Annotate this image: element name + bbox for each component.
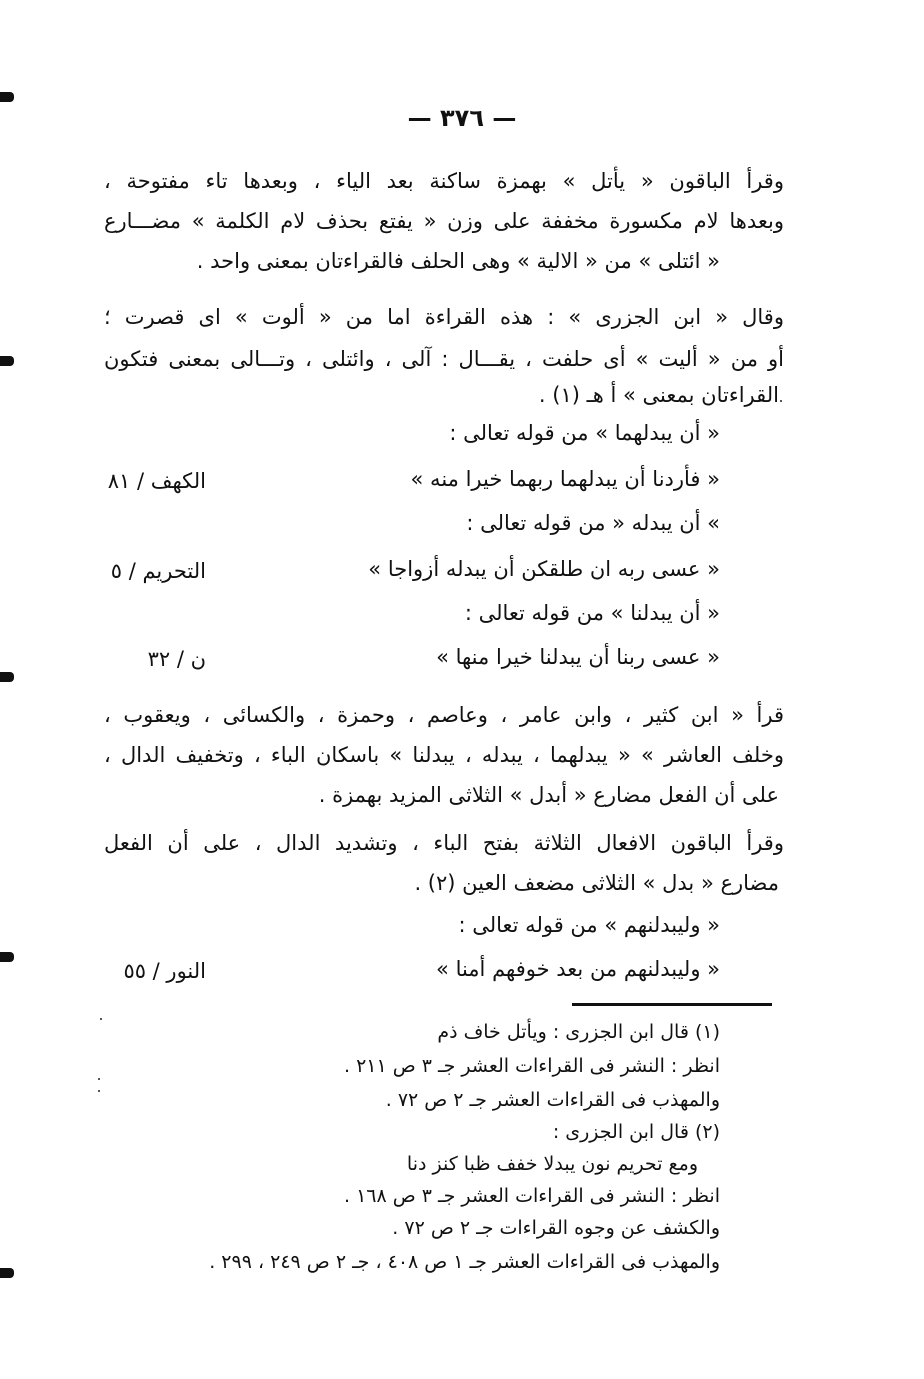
footnote-line: والمهذب فى القراءات العشر جـ ١ ص ٤٠٨ ، جـ ٢ ص ٢٤٩ ، ٢٩٩ . xyxy=(209,1251,720,1273)
verse-reference: التحريم / ٥ xyxy=(110,559,206,583)
paragraph-line: وخلف العاشر » « يبدلهما ، يبدله ، يبدلنا » باسكان الباء ، وتخفيف الدال ، xyxy=(104,743,784,767)
footnote-line: (١) قال ابن الجزرى : ويأتل خاف ذم xyxy=(437,1021,720,1043)
scan-speck xyxy=(98,1078,100,1080)
paragraph-line: مضارع « بدل » الثلاثى مضعف العين (٢) . xyxy=(414,871,779,895)
paragraph-line: « ائتلى » من « الالية » وهى الحلف فالقراءتان بمعنى واحد . xyxy=(196,249,720,273)
paragraph-line: على أن الفعل مضارع « أبدل » الثلاثى المزيد بهمزة . xyxy=(318,783,779,807)
footnote-poem-line: ومع تحريم نون يبدلا خفف ظبا كنز دنا xyxy=(406,1153,698,1175)
binding-mark xyxy=(0,672,14,682)
page-number: — ٣٧٦ — xyxy=(407,104,517,132)
paragraph-line: أو من « أليت » أى حلفت ، يقـــال : آلى ، وائتلى ، وتـــالى بمعنى فتكون xyxy=(104,347,784,371)
verse-intro: « أن يبدلنا » من قوله تعالى : xyxy=(464,601,720,625)
verse-reference: ن / ٣٢ xyxy=(147,647,206,671)
paragraph-line: وبعدها لام مكسورة مخففة على وزن « يفتع بحذف لام الكلمة » مضـــارع xyxy=(104,209,784,233)
scan-speck xyxy=(780,400,782,402)
paragraph-line: القراءتان بمعنى » أ هـ (١) . xyxy=(538,383,779,407)
verse-text: « فأردنا أن يبدلهما ربهما خيرا منه » xyxy=(410,467,720,491)
verse-reference: النور / ٥٥ xyxy=(123,959,206,983)
binding-mark xyxy=(0,356,14,366)
binding-mark xyxy=(0,952,14,962)
verse-text: « عسى ربنا أن يبدلنا خيرا منها » xyxy=(436,645,720,669)
footnote-line: والكشف عن وجوه القراءات جـ ٢ ص ٧٢ . xyxy=(392,1217,720,1239)
paragraph-line: قرأ « ابن كثير ، وابن عامر ، وعاصم ، وحمزة ، والكسائى ، ويعقوب ، xyxy=(104,703,784,727)
footnote-line: انظر : النشر فى القراءات العشر جـ ٣ ص ١٦٨ . xyxy=(344,1185,720,1207)
verse-reference: الكهف / ٨١ xyxy=(107,469,206,493)
paragraph-line: وقرأ الباقون « يأتل » بهمزة ساكنة بعد الياء ، وبعدها تاء مفتوحة ، xyxy=(104,169,784,193)
binding-mark xyxy=(0,92,14,102)
verse-intro: « أن يبدلهما » من قوله تعالى : xyxy=(449,421,720,445)
verse-intro: « وليبدلنهم » من قوله تعالى : xyxy=(458,913,720,937)
paragraph-line: وقال « ابن الجزرى » : هذه القراءة اما من « ألوت » اى قصرت ؛ xyxy=(104,305,784,329)
scan-speck xyxy=(100,1018,102,1020)
footnote-line: انظر : النشر فى القراءات العشر جـ ٣ ص ٢١١ . xyxy=(344,1055,720,1077)
footnote-line: (٢) قال ابن الجزرى : xyxy=(552,1121,720,1143)
binding-mark xyxy=(0,1268,14,1278)
scan-speck xyxy=(98,1090,100,1092)
verse-text: « وليبدلنهم من بعد خوفهم أمنا » xyxy=(436,957,720,981)
footnote-line: والمهذب فى القراءات العشر جـ ٢ ص ٧٢ . xyxy=(385,1089,720,1111)
paragraph-line: وقرأ الباقون الافعال الثلاثة بفتح الباء ، وتشديد الدال ، على أن الفعل xyxy=(104,831,784,855)
verse-text: « عسى ربه ان طلقكن أن يبدله أزواجا » xyxy=(368,557,720,581)
footnote-separator xyxy=(572,1003,772,1006)
verse-intro: » أن يبدله « من قوله تعالى : xyxy=(466,511,720,535)
